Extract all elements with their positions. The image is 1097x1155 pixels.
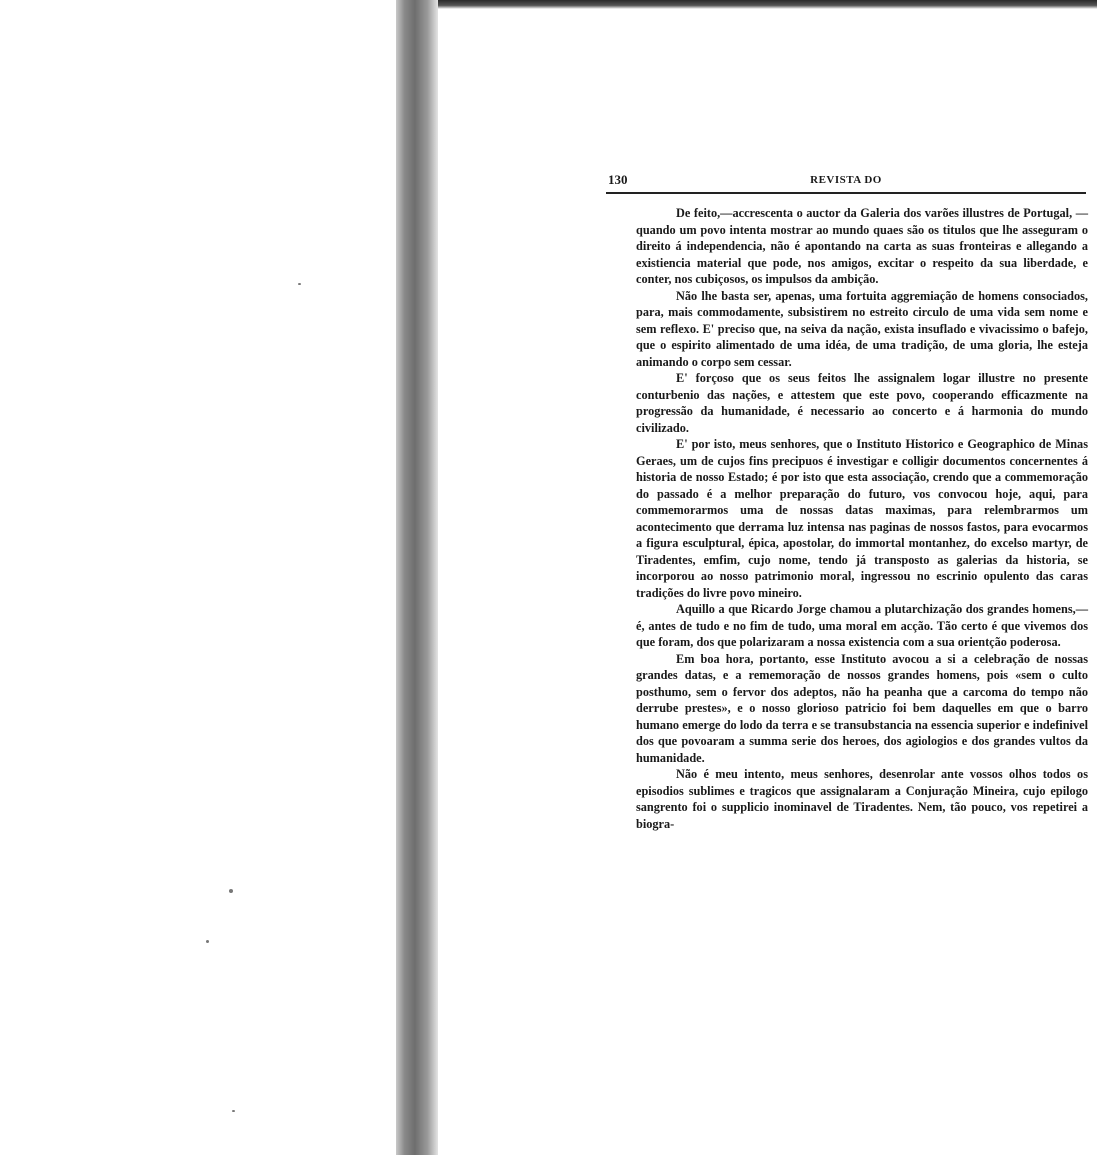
running-title: REVISTA DO xyxy=(810,174,882,186)
page-top-edge xyxy=(438,0,1097,9)
paragraph: E' forçoso que os seus feitos lhe assignalem logar illustre no presente conturbenio das nações, e attestem que este povo, cooperando efficazmente na progressão da humanidade, é necessario ao concerto e á harmonia do mundo civilizado. xyxy=(636,371,1088,435)
paragraph: Aquillo a que Ricardo Jorge chamou a plutarchização dos grandes homens,—é, antes de tudo e no fim de tudo, uma moral em acção. Tão certo é que vivemos dos que foram, dos que polarizaram a nossa existencia com a sua orientção poderosa. xyxy=(636,602,1088,649)
page-header xyxy=(606,172,1086,194)
page-number: 130 xyxy=(608,172,628,187)
paragraph: E' por isto, meus senhores, que o Instituto Historico e Geographico de Minas Geraes, um de cujos fins precipuos é investigar e colligir documentos concernentes á historia de nosso Estado; é por isto que esta associação, crendo que a commemoração do passado é a melhor preparação do futuro, vos convocou hoje, aqui, para commemorarmos uma de nossas datas maximas, para relembrarmos um acontecimento que derrama luz intensa nas paginas de nossos fastos, para evocarmos a figura esculptural, épica, apostolar, do immortal montanhez, do excelso martyr, de Tiradentes, emfim, cujo nome, tendo já transposto as galerias da historia, se incorporou ao nosso patrimonio moral, ingressou no escrinio opulento das caras tradições do livre povo mineiro. xyxy=(636,437,1088,600)
paper-speck xyxy=(298,283,301,285)
paragraph: Em boa hora, portanto, esse Instituto avocou a si a celebração de nossas grandes datas, e a rememoração de nossos grandes homens, pois «sem o culto posthumo, sem o fervor dos adeptos, não ha peanha que a carcoma do tempo não derrube prestes», e o nosso glorioso patricio foi bem daquelles em que o barro humano emerge do lodo da terra e se transubstancia na essencia superior e indefinivel dos que povoaram a summa serie dos heroes, dos agiologios e dos grandes vultos da humanidade. xyxy=(636,651,1088,765)
book-gutter xyxy=(396,0,438,1155)
paper-speck xyxy=(229,889,233,893)
paragraph: Não é meu intento, meus senhores, desenrolar ante vossos olhos todos os episodios sublimes e tragicos que assignalaram a Conjuração Mineira, cujo epilogo sangrento foi o supplicio inominavel de Tiradentes. Nem, tão pouco, vos repetirei a biogra- xyxy=(636,767,1088,831)
paper-speck xyxy=(206,940,209,943)
paragraph: Não lhe basta ser, apenas, uma fortuita aggremiação de homens consociados, para, mais commodamente, subsistirem no estreito circulo de uma vida sem nome e sem reflexo. E' preciso que, na seiva da nação, exista insuflado e vivacissimo o bafejo, que o espirito alimentado de uma idéa, de uma tradição, de uma gloria, lhe esteja animando o corpo sem cessar. xyxy=(636,288,1088,369)
paper-speck xyxy=(232,1110,235,1112)
paragraph: De feito,—accrescenta o auctor da Galeria dos varões illustres de Portugal, — quando um povo intenta mostrar ao mundo quaes são os titulos que lhe asseguram o direito á independencia, não é apontando na carta as suas fronteiras e allegando a existiencia material que pode, nos amigos, excitar o respeito da sua liberdade, e conter, nos cubiçosos, os impulsos da ambição. xyxy=(636,206,1088,286)
left-blank-page xyxy=(0,0,398,1155)
page-body xyxy=(636,205,1088,832)
